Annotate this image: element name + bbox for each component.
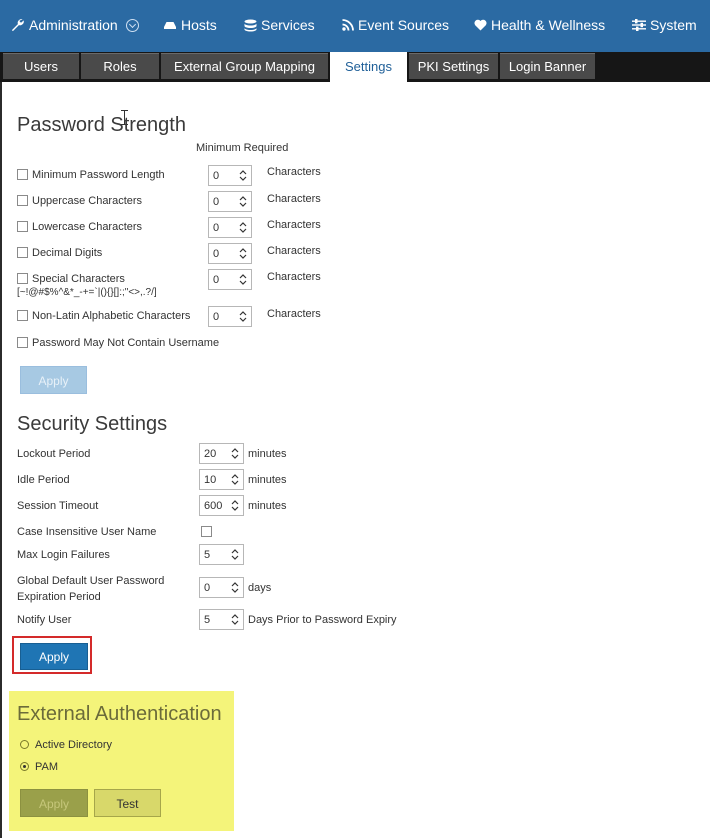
minimum-required-header: Minimum Required bbox=[196, 142, 289, 154]
content-border bbox=[0, 82, 2, 838]
special-chars-sublabel: [~!@#$%^&*_-+=`|(){}[]:;"<>,.?/] bbox=[17, 287, 157, 298]
min-length-value: 0 bbox=[213, 170, 220, 182]
tab-login-banner[interactable]: Login Banner bbox=[500, 53, 595, 79]
settings-tab-bar bbox=[0, 52, 710, 82]
nav-administration[interactable] bbox=[10, 17, 139, 33]
min-length-unit: Characters bbox=[267, 166, 321, 178]
nav-system[interactable] bbox=[632, 17, 697, 33]
nav-services-label: Services bbox=[261, 17, 315, 33]
expiration-period-value: 0 bbox=[204, 582, 211, 594]
lockout-period-unit: minutes bbox=[248, 448, 287, 460]
uppercase-checkbox[interactable] bbox=[17, 195, 28, 206]
sliders-icon bbox=[632, 19, 646, 31]
idle-period-unit: minutes bbox=[248, 474, 287, 486]
notify-user-value: 5 bbox=[204, 614, 211, 626]
nav-administration-label: Administration bbox=[29, 17, 118, 33]
up-down-arrows-icon[interactable] bbox=[231, 580, 239, 595]
special-chars-unit: Characters bbox=[267, 271, 321, 283]
session-timeout-unit: minutes bbox=[248, 500, 287, 512]
up-down-arrows-icon[interactable] bbox=[239, 246, 247, 261]
special-chars-label: Special Characters bbox=[32, 273, 125, 285]
up-down-arrows-icon[interactable] bbox=[239, 272, 247, 287]
tab-settings[interactable]: Settings bbox=[330, 52, 407, 82]
nav-health-wellness[interactable] bbox=[474, 17, 605, 33]
password-apply-button[interactable]: Apply bbox=[20, 366, 87, 394]
lockout-period-stepper[interactable] bbox=[199, 443, 244, 464]
tab-users[interactable]: Users bbox=[3, 53, 79, 79]
special-chars-checkbox[interactable] bbox=[17, 273, 28, 284]
min-length-checkbox[interactable] bbox=[17, 169, 28, 180]
decimal-digits-label: Decimal Digits bbox=[32, 247, 103, 259]
session-timeout-label: Session Timeout bbox=[17, 500, 99, 512]
security-apply-button[interactable]: Apply bbox=[20, 643, 88, 670]
nav-hosts-label: Hosts bbox=[181, 17, 217, 33]
uppercase-label: Uppercase Characters bbox=[32, 195, 143, 207]
expiration-label-line2: Expiration Period bbox=[17, 591, 101, 603]
up-down-arrows-icon[interactable] bbox=[239, 309, 247, 324]
external-auth-test-button[interactable]: Test bbox=[94, 789, 161, 817]
nav-services[interactable] bbox=[244, 17, 315, 33]
lowercase-unit: Characters bbox=[267, 219, 321, 231]
max-login-failures-value: 5 bbox=[204, 549, 211, 561]
lowercase-value: 0 bbox=[213, 222, 220, 234]
nav-system-label: System bbox=[650, 17, 697, 33]
rss-icon bbox=[342, 19, 354, 31]
decimal-digits-unit: Characters bbox=[267, 245, 321, 257]
nav-event-sources-label: Event Sources bbox=[358, 17, 450, 33]
external-auth-apply-button[interactable]: Apply bbox=[20, 789, 88, 817]
external-auth-title: External Authentication bbox=[17, 703, 222, 725]
non-latin-unit: Characters bbox=[267, 308, 321, 320]
decimal-digits-checkbox[interactable] bbox=[17, 247, 28, 258]
lockout-period-label: Lockout Period bbox=[17, 448, 91, 460]
nav-hosts[interactable] bbox=[163, 17, 217, 33]
wrench-icon bbox=[10, 18, 25, 33]
up-down-arrows-icon[interactable] bbox=[231, 472, 239, 487]
decimal-digits-stepper[interactable] bbox=[208, 243, 252, 264]
notify-user-label: Notify User bbox=[17, 614, 72, 626]
lockout-period-value: 20 bbox=[204, 448, 217, 460]
no-username-label: Password May Not Contain Username bbox=[32, 337, 220, 349]
decimal-digits-value: 0 bbox=[213, 248, 220, 260]
non-latin-label: Non-Latin Alphabetic Characters bbox=[32, 310, 191, 322]
up-down-arrows-icon[interactable] bbox=[231, 446, 239, 461]
tab-roles[interactable]: Roles bbox=[81, 53, 159, 79]
session-timeout-stepper[interactable] bbox=[199, 495, 244, 516]
active-directory-radio[interactable] bbox=[20, 740, 29, 749]
max-login-failures-stepper[interactable] bbox=[199, 544, 244, 565]
heart-icon bbox=[474, 19, 487, 31]
services-icon bbox=[244, 19, 257, 32]
nav-health-wellness-label: Health & Wellness bbox=[491, 17, 606, 33]
hosts-icon bbox=[163, 20, 177, 30]
pam-label: PAM bbox=[35, 761, 59, 773]
lowercase-stepper[interactable] bbox=[208, 217, 252, 238]
expiration-period-unit: days bbox=[248, 582, 272, 594]
min-length-stepper[interactable] bbox=[208, 165, 252, 186]
idle-period-label: Idle Period bbox=[17, 474, 70, 486]
up-down-arrows-icon[interactable] bbox=[231, 498, 239, 513]
expiration-period-stepper[interactable] bbox=[199, 577, 244, 598]
up-down-arrows-icon[interactable] bbox=[239, 194, 247, 209]
idle-period-stepper[interactable] bbox=[199, 469, 244, 490]
special-chars-value: 0 bbox=[213, 274, 220, 286]
up-down-arrows-icon[interactable] bbox=[231, 612, 239, 627]
max-login-failures-label: Max Login Failures bbox=[17, 549, 110, 561]
uppercase-unit: Characters bbox=[267, 193, 321, 205]
security-settings-title: Security Settings bbox=[17, 413, 168, 435]
no-username-checkbox[interactable] bbox=[17, 337, 28, 348]
up-down-arrows-icon[interactable] bbox=[239, 168, 247, 183]
notify-user-stepper[interactable] bbox=[199, 609, 244, 630]
active-directory-label: Active Directory bbox=[35, 739, 113, 751]
session-timeout-value: 600 bbox=[204, 500, 223, 512]
uppercase-value: 0 bbox=[213, 196, 220, 208]
case-insensitive-label: Case Insensitive User Name bbox=[17, 526, 157, 538]
up-down-arrows-icon[interactable] bbox=[239, 220, 247, 235]
lowercase-checkbox[interactable] bbox=[17, 221, 28, 232]
non-latin-value: 0 bbox=[213, 311, 220, 323]
tab-external-group-mapping[interactable]: External Group Mapping bbox=[161, 53, 328, 79]
case-insensitive-checkbox[interactable] bbox=[201, 526, 212, 537]
nav-event-sources[interactable] bbox=[342, 17, 449, 33]
idle-period-value: 10 bbox=[204, 474, 217, 486]
non-latin-stepper[interactable] bbox=[208, 306, 252, 327]
special-chars-stepper[interactable] bbox=[208, 269, 252, 290]
pam-radio[interactable] bbox=[20, 762, 29, 771]
password-strength-title: Password Strength bbox=[17, 114, 186, 136]
notify-user-unit: Days Prior to Password Expiry bbox=[248, 614, 397, 626]
uppercase-stepper[interactable] bbox=[208, 191, 252, 212]
non-latin-checkbox[interactable] bbox=[17, 310, 28, 321]
up-down-arrows-icon[interactable] bbox=[231, 547, 239, 562]
min-length-label: Minimum Password Length bbox=[32, 169, 165, 181]
chevron-down-icon bbox=[126, 19, 139, 32]
lowercase-label: Lowercase Characters bbox=[32, 221, 143, 233]
tab-pki-settings[interactable]: PKI Settings bbox=[409, 53, 498, 79]
top-navigation bbox=[0, 0, 710, 52]
expiration-label-line1: Global Default User Password bbox=[17, 575, 165, 587]
